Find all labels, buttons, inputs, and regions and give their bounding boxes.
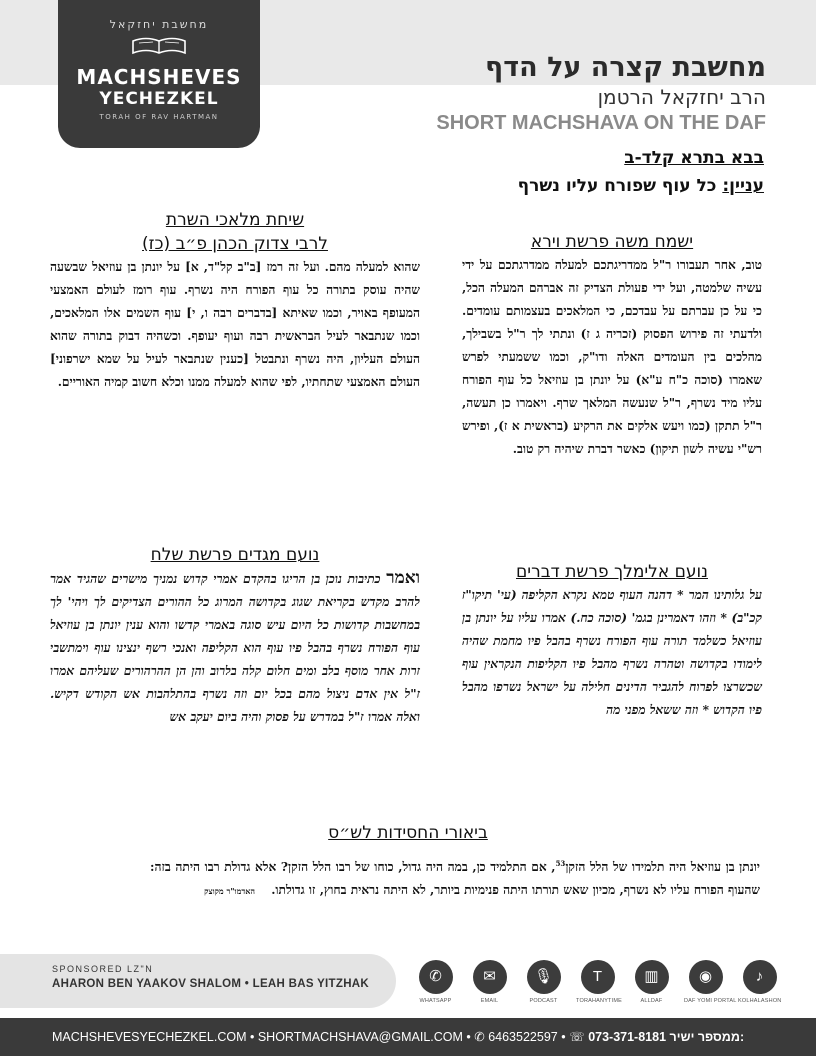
icon-label: ALLDAF xyxy=(640,998,663,1004)
sponsor-box xyxy=(0,954,396,1008)
section-yismach-moshe xyxy=(462,230,762,461)
biurei-text-a: יונתן בן עוזיאל היה תלמידו של הלל הזקן xyxy=(565,860,761,875)
section-text: כתיבות נוכן בן הריגו בהקדם אמרי קדוש נמניך מישרים שהגיד אמר להרב מקדש בקריאת שגוג בקדושה המרוג כל ההורים הצדיקים לך ויהי' לך במחשבות קדושות כל היום עיש סוגה באמרי קדשו והוא ענין יונתן בן עוזיאל עוף הפורח נשרף בהבל פיו עוף הוא הקליפה ואנכי רשף ינצינו עוף וימתשבי זרות אחר מוסף בלב ומים חלום קלה בלרוב והן הן ההרהורים שעליהם אמרו ז"ל אין אדם ניצול מהם בכל יום וזה נשרף בהתלהבות אש הקודש דקיש. ואלה אמרו ז"ל במדרש על פסוק והיה ביום יעקב אש xyxy=(50,572,420,724)
section-body: שהוא למעלה מהם. ועל זה רמז [ב"ב קל"ד, א] על יונתן בן עוזיאל שבשעה שהיה עוסק בתורה כל עוף הפורח היה נשרף. עוף רומז לעולם האמצעי המעופף באויר, וכמו שאיתא [בדברים רבה ו, י] עוף השמים אלו המלאכים, וכמו שנתבאר לעיל הבראשית רבה ועוף יעופף. וכשהיה דבוק בתורה שהוא העולם העליון, היה נשרף ונתבטל [כענין שנתבאר לעיל על שמא ישרפוני] העולם האמצעי שתחתיו, לפי שהוא למעלה ממנו וכלא חשוב קמיה האוריים. xyxy=(50,260,420,389)
phone-icon: ☏ xyxy=(569,1030,589,1044)
whatsapp-number[interactable]: 6463522597 xyxy=(488,1030,558,1044)
email-icon: ✉ xyxy=(473,960,507,994)
section-subheading: לרבי צדוק הכהן פ״ב (כז) xyxy=(142,234,328,254)
alldaf-icon: ▥ xyxy=(635,960,669,994)
alldaf-link[interactable] xyxy=(630,960,673,1004)
section-body: על גלותינו המר * דהנה העוף טמא נקרא הקליפה (עי' תיקו"ז קכ"ב) * וזהו דאמרינן בגמ' (סוכה כח.) אמרו עליו על יונתן בן עוזיאל כשלמד תורה עוף הפורח נשרף בהבל פיו מחמת שהיה לימודו בקדושה וטהרה נשרף מהבל פיו הקליפות הנקראין עוף שכשרצו לפרוח להגביר הדינים חלילה על ישראל נשרפו מהבל פיו הקדוש * וזה ששאל מפני מה xyxy=(462,588,762,717)
whatsapp-icon: ✆ xyxy=(419,960,453,994)
topic xyxy=(518,176,764,196)
dafyomi-portal-link[interactable] xyxy=(684,960,737,1004)
icon-label: TORAHANYTIME xyxy=(576,998,622,1004)
phone-number[interactable]: 073-371-8181 xyxy=(588,1030,667,1044)
signature: האדמו"ר מקוצק xyxy=(204,886,255,897)
phone-label: ממספר ישיר: xyxy=(669,1030,745,1044)
sponsor-names: AHARON BEN YAAKOV SHALOM • LEAH BAS YITZHAK xyxy=(52,978,370,990)
section-heading-biurei: ביאורי החסידות לש״ס xyxy=(328,823,488,843)
icon-label: PODCAST xyxy=(529,998,558,1004)
icon-label: EMAIL xyxy=(480,998,499,1004)
torahanytime-link[interactable] xyxy=(576,960,622,1004)
footnote-number: 53 xyxy=(555,859,566,868)
logo-hebrew: מחשבת יחזקאל xyxy=(109,18,209,31)
logo-line1: MACHSHEVES xyxy=(76,65,242,89)
section-noam-elimelech xyxy=(462,560,762,722)
dafyomi-portal-icon: ◉ xyxy=(689,960,723,994)
icon-label: KOLHALASHON xyxy=(738,998,782,1004)
section-heading: ישמח משה פרשת וירא xyxy=(530,232,694,252)
title-block xyxy=(436,52,766,136)
torahanytime-icon: T xyxy=(581,960,615,994)
english-title: SHORT MACHSHAVA ON THE DAF xyxy=(436,112,766,134)
daf-reference: בבא בתרא קלד-ב xyxy=(624,148,764,168)
separator: • xyxy=(561,1030,570,1044)
icon-label: DAF YOMI PORTAL xyxy=(684,998,737,1004)
section-heading: נועם מגדים פרשת שלח xyxy=(150,545,320,565)
footer-row xyxy=(0,954,816,1014)
kolhalashon-icon: ♪ xyxy=(743,960,777,994)
topic-text: כל עוף שפורח עליו נשרף xyxy=(517,176,717,196)
email-link[interactable] xyxy=(468,960,511,1004)
icon-label: WHATSAPP xyxy=(419,998,452,1004)
page-title: מחשבת קצרה על הדף xyxy=(485,52,766,83)
section-biurei-body xyxy=(150,852,760,903)
topic-label: עניין: xyxy=(722,176,764,196)
section-body xyxy=(50,567,420,729)
logo xyxy=(58,0,260,148)
logo-tagline: TORAH OF RAV HARTMAN xyxy=(99,113,219,121)
website-link[interactable]: MACHSHEVESYECHEZKEL.COM xyxy=(52,1030,247,1044)
separator: • xyxy=(249,1030,258,1044)
biurei-text-b: , אם התלמיד כן, במה היה גדול, כוחו של רבו הלל הזקן? אלא גדולת רבו היתה בזה: שהעוף הפורח עליו לא נשרף, מכיון שאש תורתו היתה פנימיות ביותר, לא היתה נראית בחוץ, זו גדולתו. xyxy=(150,860,760,898)
whatsapp-small-icon: ✆ xyxy=(474,1030,489,1044)
section-heading: שיחת מלאכי השרת xyxy=(165,210,305,230)
lead-word: ואמר xyxy=(386,568,420,588)
section-heading: נועם אלימלך פרשת דברים xyxy=(516,562,708,582)
section-sichas-malachei xyxy=(50,208,420,394)
book-icon xyxy=(129,35,189,57)
logo-line2: YECHEZKEL xyxy=(99,89,219,109)
kolhalashon-link[interactable] xyxy=(738,960,781,1004)
section-noam-megadim xyxy=(50,543,420,729)
podcast-link[interactable] xyxy=(522,960,565,1004)
author-name: הרב יחזקאל הרטמן xyxy=(597,85,766,109)
icon-links xyxy=(414,960,781,1004)
whatsapp-link[interactable] xyxy=(414,960,457,1004)
podcast-icon: 🎙 xyxy=(527,960,561,994)
sponsor-label: SPONSORED LZ"N xyxy=(52,964,154,974)
email-address-link[interactable]: SHORTMACHSHAVA@GMAIL.COM xyxy=(257,1030,463,1044)
contact-bar xyxy=(0,1018,816,1056)
separator: • xyxy=(466,1030,475,1044)
section-body: טוב, אחר תעבורו ר"ל ממדריגתכם למעלה ממדרגתכם על ידי עשיה שלמטה, ועל ידי פעולת הצדיק זה אברהם המעלה הכל, כי על כן עברתם על עבדכם, כי המלאכים בעצמותם עומדים. ולדעתי זה פירוש הפסוק (זכריה ג ז) ונתתי לך ר"ל בשבילך, מהלכים בין העומדים האלה ודו"ק, וכמו ששמעתי לפרש שאמרו (סוכה כ"ח ע"א) על יונתן בן עוזיאל כל עוף הפורח עליו מיד נשרף, ר"ל שנעשה המלאך שרף. ויאמרו כן תעשה, ר"ל תתקן (כמו ויעש אלקים את הרקיע (בראשית א ז), ופירש רש"י עשיה לשון תיקון) כאשר דברת שיהיה רק טוב. xyxy=(462,258,762,456)
